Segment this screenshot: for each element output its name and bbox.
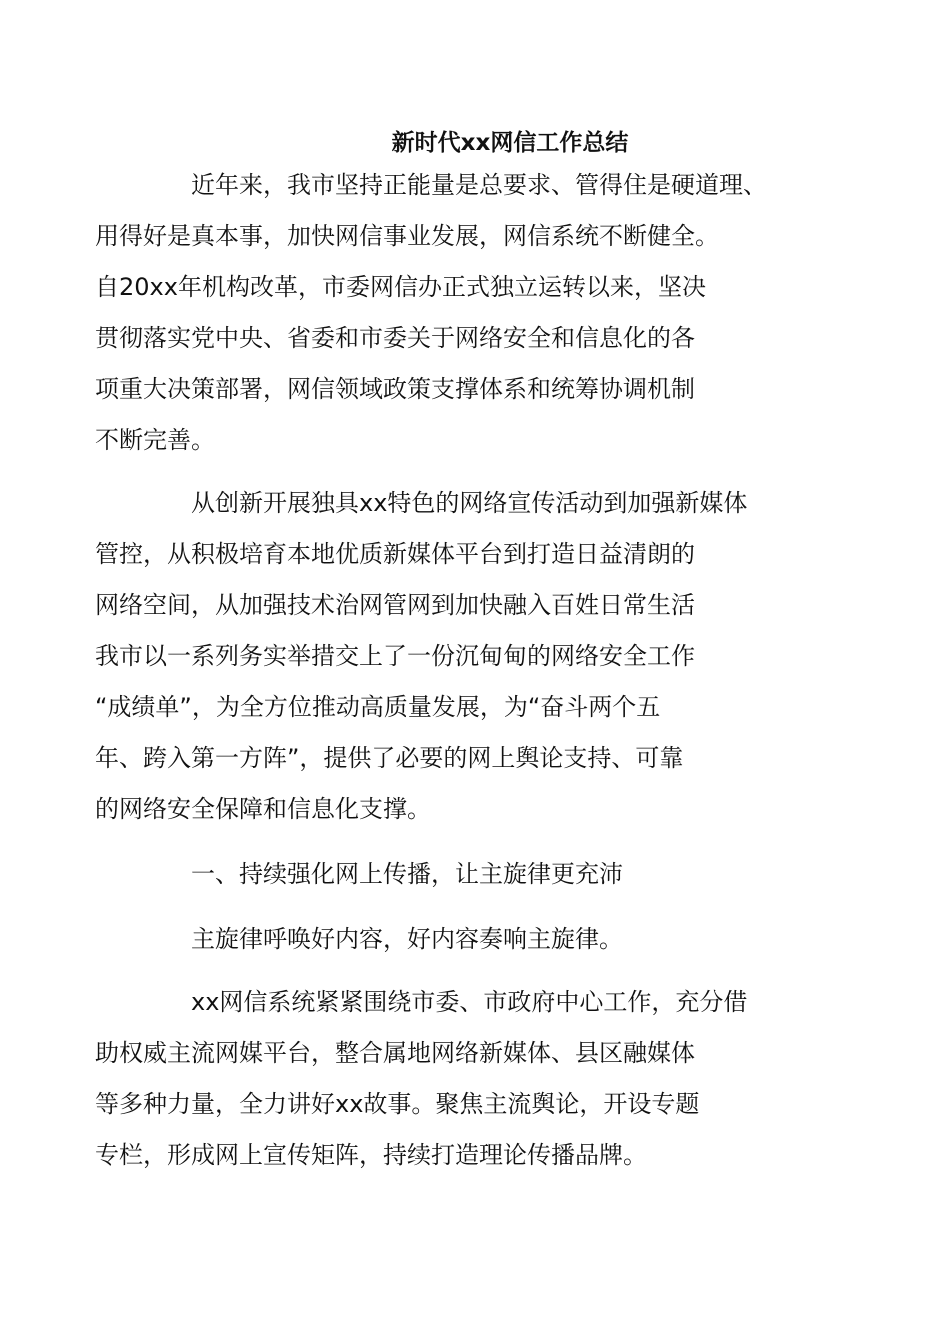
text-line: 管控，从积极培育本地优质新媒体平台到打造日益清朗的 bbox=[95, 540, 695, 568]
text-line: 自20xx年机构改革，市委网信办正式独立运转以来，坚决 bbox=[95, 273, 706, 301]
text-line: 专栏，形成网上宣传矩阵，持续打造理论传播品牌。 bbox=[95, 1141, 647, 1169]
text-line: 从创新开展独具xx特色的网络宣传活动到加强新媒体 bbox=[191, 489, 748, 517]
text-line: xx网信系统紧紧围绕市委、市政府中心工作，充分借 bbox=[191, 988, 748, 1016]
text-line: “成绩单”，为全方位推动高质量发展，为“奋斗两个五 bbox=[95, 693, 661, 721]
text-line: 我市以一系列务实举措交上了一份沉甸甸的网络安全工作 bbox=[95, 642, 695, 670]
text-line: 不断完善。 bbox=[95, 426, 215, 454]
text-line: 用得好是真本事，加快网信事业发展，网信系统不断健全。 bbox=[95, 222, 719, 250]
document-title: 新时代xx网信工作总结 bbox=[391, 130, 629, 156]
text-line: 助权威主流网媒平台，整合属地网络新媒体、县区融媒体 bbox=[95, 1039, 695, 1067]
text-line: 的网络安全保障和信息化支撑。 bbox=[95, 795, 431, 823]
text-line: 等多种力量，全力讲好xx故事。聚焦主流舆论，开设专题 bbox=[95, 1090, 700, 1118]
section-heading-1 bbox=[143, 849, 805, 900]
paragraph-work-details bbox=[95, 977, 805, 1181]
text-line: 近年来，我市坚持正能量是总要求、管得住是硬道理、 bbox=[191, 171, 767, 199]
paragraph-achievements bbox=[95, 478, 805, 835]
text-line: 项重大决策部署，网信领域政策支撑体系和统筹协调机制 bbox=[95, 375, 695, 403]
document-body bbox=[95, 152, 805, 1181]
text-line: 一、持续强化网上传播，让主旋律更充沛 bbox=[191, 860, 623, 888]
text-line: 网络空间，从加强技术治网管网到加快融入百姓日常生活 bbox=[95, 591, 695, 619]
text-line: 贯彻落实党中央、省委和市委关于网络安全和信息化的各 bbox=[95, 324, 695, 352]
text-line: 主旋律呼唤好内容，好内容奏响主旋律。 bbox=[191, 925, 623, 953]
text-line: 年、跨入第一方阵”，提供了必要的网上舆论支持、可靠 bbox=[95, 744, 684, 772]
paragraph-intro bbox=[95, 160, 805, 466]
paragraph-slogan bbox=[143, 914, 805, 965]
